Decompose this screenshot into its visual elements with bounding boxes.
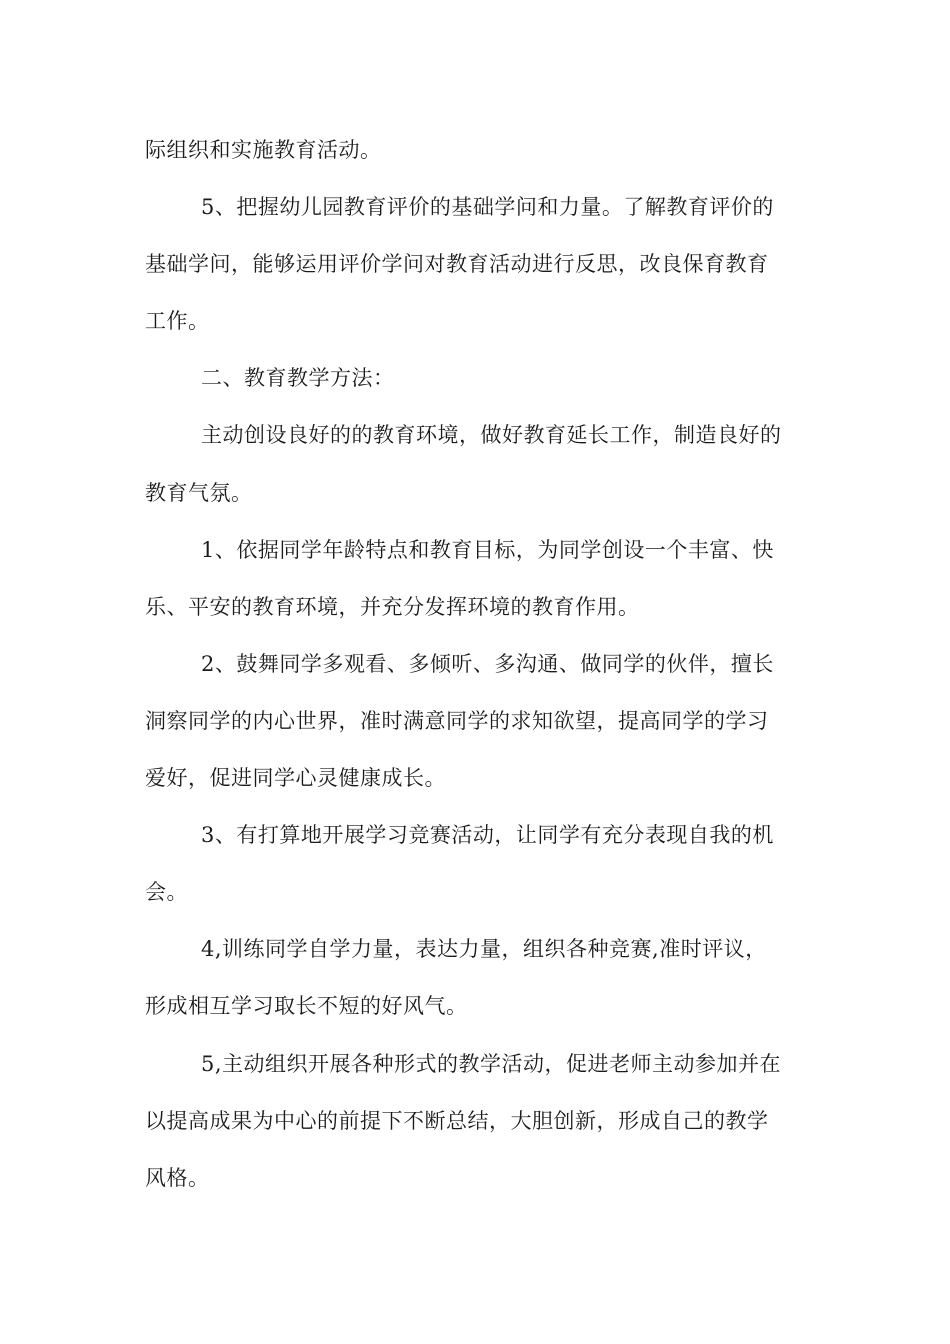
text-line: 教育气氛。 [145, 480, 253, 505]
text-line: 基础学问，能够运用评价学问对教育活动进行反思，改良保育教育 [145, 252, 769, 277]
text-line: 风格。 [145, 1165, 210, 1190]
text-line: 5,主动组织开展各种形式的教学活动，促进老师主动参加并在 [201, 1051, 782, 1076]
text-line: 会。 [145, 880, 188, 905]
text-line: 形成相互学习取长不短的好风气。 [145, 994, 468, 1019]
text-line: 际组织和实施教育活动。 [145, 138, 382, 162]
text-line: 爱好，促进同学心灵健康成长。 [145, 766, 446, 791]
document-body [145, 122, 810, 1207]
section-heading: 二、教育教学方法： [201, 366, 395, 391]
text-line: 2、鼓舞同学多观看、多倾听、多沟通、做同学的伙伴，擅长 [201, 651, 774, 676]
text-line: 工作。 [145, 309, 210, 334]
text-line: 乐、平安的教育环境，并充分发挥环境的教育作用。 [145, 594, 640, 619]
text-line: 以提高成果为中心的前提下不断总结，大胆创新，形成自己的教学 [145, 1108, 769, 1133]
text-line: 洞察同学的内心世界，准时满意同学的求知欲望，提高同学的学习 [145, 708, 769, 733]
text-line: 5、把握幼儿园教育评价的基础学问和力量。了解教育评价的 [201, 195, 774, 220]
text-line: 3、有打算地开展学习竞赛活动，让同学有充分表现自我的机 [201, 823, 774, 848]
text-line: 1、依据同学年龄特点和教育目标，为同学创设一个丰富、快 [201, 537, 774, 562]
text-line: 主动创设良好的的教育环境，做好教育延长工作，制造良好的 [201, 423, 782, 448]
text-line: 4,训练同学自学力量，表达力量，组织各种竞赛,准时评议， [201, 937, 767, 962]
